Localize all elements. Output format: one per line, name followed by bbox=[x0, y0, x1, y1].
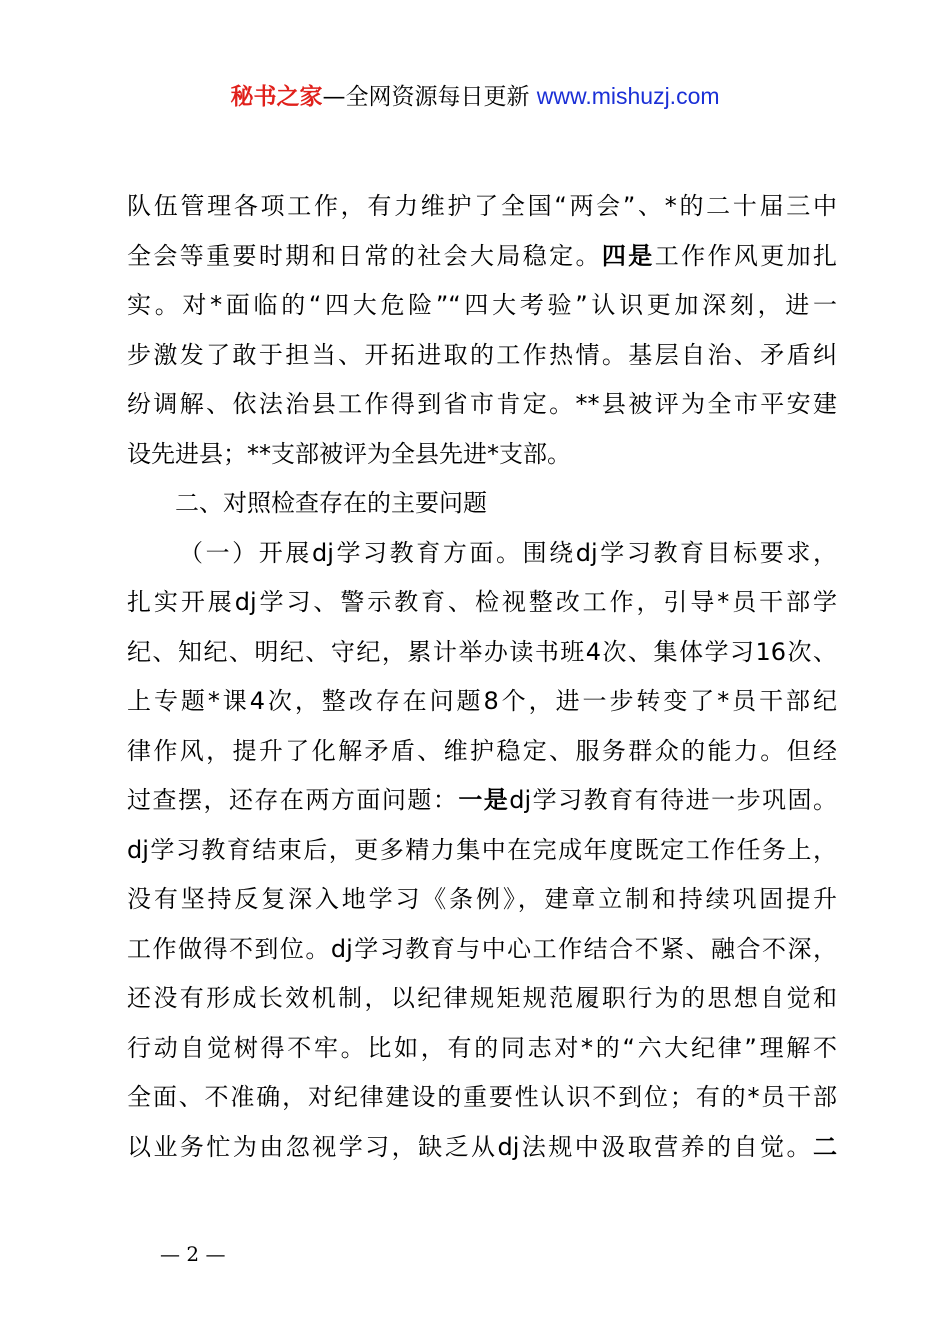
text-line: 上专题*课4次，整改存在问题8个，进一步转变了*员干部纪 bbox=[127, 687, 837, 715]
page-number: — 2 — bbox=[160, 1242, 226, 1266]
text-line: 全会等重要时期和日常的社会大局稳定。四是工作作风更加扎 bbox=[127, 241, 837, 270]
text-line: 实。对*面临的“四大危险”“四大考验”认识更加深刻，进一 bbox=[127, 291, 837, 319]
text-line: 行动自觉树得不牢。比如，有的同志对*的“六大纪律”理解不 bbox=[127, 1033, 837, 1062]
bold-marker: 二 bbox=[813, 1132, 837, 1161]
text-line: 以业务忙为由忽视学习，缺乏从dj法规中汲取营养的自觉。二 bbox=[127, 1132, 837, 1161]
section-heading: 二、对照检查存在的主要问题 bbox=[175, 489, 487, 517]
text-line: 扎实开展dj学习、警示教育、检视整改工作，引导*员干部学 bbox=[127, 588, 837, 616]
text-line: 队伍管理各项工作，有力维护了全国“两会”、*的二十届三中 bbox=[127, 192, 837, 220]
brand-name: 秘书之家 bbox=[230, 84, 323, 110]
subsection-heading-line: （一）开展dj学习教育方面。围绕dj学习教育目标要求， bbox=[179, 538, 837, 567]
site-url-link[interactable]: www.mishuzj.com bbox=[536, 83, 720, 109]
text-line: 工作做得不到位。dj学习教育与中心工作结合不紧、融合不深， bbox=[127, 934, 837, 963]
text-line: 纷调解、依法治县工作得到省市肯定。**县被评为全市平安建 bbox=[127, 390, 837, 418]
document-body bbox=[127, 182, 837, 1172]
text-line: 全面、不准确，对纪律建设的重要性认识不到位；有的*员干部 bbox=[127, 1083, 837, 1111]
text-line: 没有坚持反复深入地学习《条例》，建章立制和持续巩固提升 bbox=[127, 885, 837, 913]
text-line: 纪、知纪、明纪、守纪，累计举办读书班4次、集体学习16次、 bbox=[127, 637, 837, 666]
banner-slogan: —全网资源每日更新 bbox=[322, 84, 530, 110]
site-banner bbox=[0, 80, 950, 113]
text-line: 过查摆，还存在两方面问题：一是dj学习教育有待进一步巩固。 bbox=[127, 786, 837, 814]
text-line: dj学习教育结束后，更多精力集中在完成年度既定工作任务上， bbox=[127, 835, 837, 864]
text-line: 律作风，提升了化解矛盾、维护稳定、服务群众的能力。但经 bbox=[127, 736, 837, 765]
text-line: 步激发了敢于担当、开拓进取的工作热情。基层自治、矛盾纠 bbox=[127, 340, 837, 369]
bold-marker: 四是 bbox=[601, 241, 655, 270]
text-line: 设先进县；**支部被评为全县先进*支部。 bbox=[127, 439, 571, 468]
bold-marker: 一是 bbox=[458, 786, 510, 814]
text-line: 还没有形成长效机制，以纪律规矩规范履职行为的思想自觉和 bbox=[127, 984, 837, 1012]
